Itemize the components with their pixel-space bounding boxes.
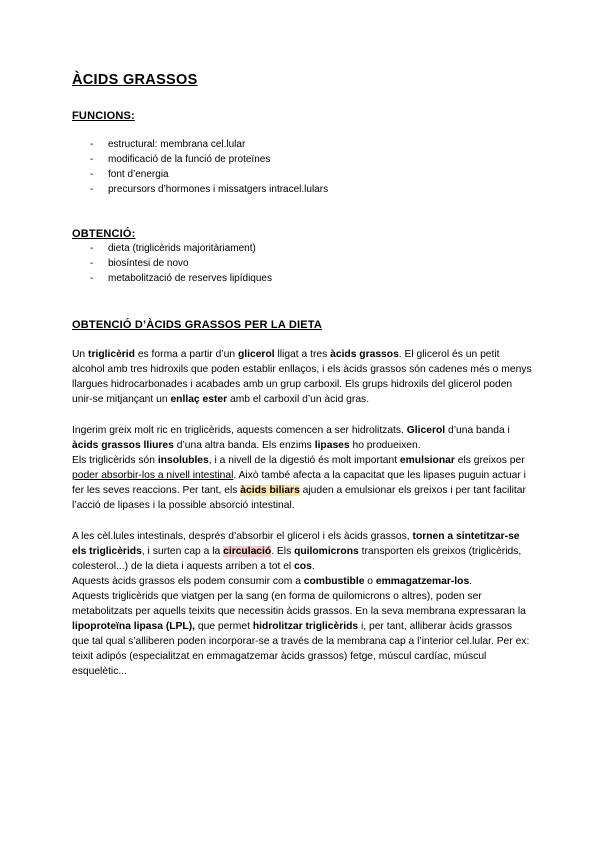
list-item: - dieta (triglicèrids majoritàriament) [90, 241, 272, 256]
obtencio-list [90, 241, 272, 286]
list-item: - estructural: membrana cel.lular [90, 137, 328, 152]
list-item: - font d’energia [90, 167, 328, 182]
list-item: - metabolització de reserves lipídiques [90, 271, 272, 286]
paragraph-cel-lules-intestinals: A les cèl.lules intestinals, després d’absorbir el glicerol i els àcids grassos, tornen a sintetitzar-se els triglicèrids, i surten cap a la circulació. Els quilomicrons transporten els greixos (triglicèrids, colesterol...) de la dieta i aquests arriben a tot el cos. Aquests àcids grassos els podem consumir com a combustible o emmagatzemar-los. Aquests triglicèrids que viatgen per la sang (en forma de quilomicrons o altres), poden ser metabolitzats per aquells teixits que necessitin àcids grassos. En la seva membrana expressaran la lipoproteïna lipasa (LPL), que permet hidrolitzar triglicèrids i, per tant, alliberar àcids grassos que tal qual s’alliberen poden incorporar-se a través de la membrana cap a l’interior cel.lular. Per ex: teixit adipós (especialitzat en emmagatzemar àcids grassos) fetge, múscul cardíac, múscul esquelètic... [72, 531, 530, 677]
section-heading-dieta: OBTENCIÓ D’ÀCIDS GRASSOS PER LA DIETA [72, 319, 323, 331]
paragraph-trigliceride: Un triglicèrid es forma a partir d’un glicerol lligat a tres àcids grassos. El glicerol és un petit alcohol amb tres hidroxils que poden establir enllaços, i els àcids grassos són cadenes més o menys llargues hidrocarbonades i acabades amb un grup carboxil. Els grups hidroxils del glicerol poden unir-se mitjançant un enllaç ester amb el carboxil d’un àcid gras. [72, 349, 532, 405]
list-item: - precursors d’hormones i missatgers intracel.lulars [90, 182, 328, 197]
list-item: - modificació de la funció de proteïnes [90, 152, 328, 167]
underlined-text: poder absorbir-los a nivell intestinal [72, 470, 234, 481]
section-heading-obtencio: OBTENCIÓ: [72, 228, 136, 240]
highlight-acids-biliars: àcids biliars [240, 485, 300, 496]
funcions-list [90, 137, 328, 197]
page-title: ÀCIDS GRASSOS [72, 72, 198, 88]
list-item: - biosíntesi de novo [90, 256, 272, 271]
paragraph-hidrolisi: Ingerim greix molt ric en triglicèrids, aquests comencen a ser hidrolitzats. Glicerol d’una banda i àcids grassos lliures d’una altra banda. Els enzims lipases ho produeixen. Els triglicèrids són insolubles, i a nivell de la digestió és molt important emulsionar els greixos per poder absorbir-los a nivell intestinal. Això també afecta a la capacitat que les lipases puguin actuar i fer les seves reaccions. Per tant, els àcids biliars ajuden a emulsionar els greixos i per tant facilitar l’acció de lipases i la possible absorció intestinal. [72, 425, 526, 511]
section-heading-funcions: FUNCIONS: [72, 110, 135, 122]
highlight-circulacio: circulació [223, 546, 272, 557]
